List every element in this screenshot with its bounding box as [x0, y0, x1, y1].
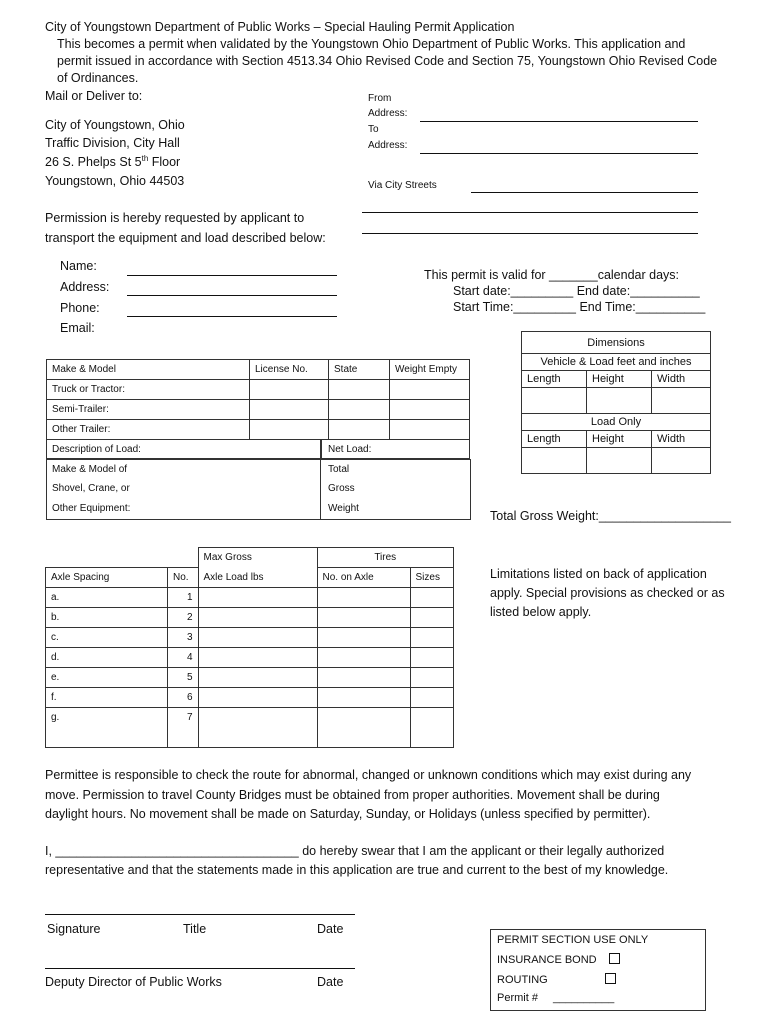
- table-cell[interactable]: [198, 588, 317, 608]
- limitations-line-3: listed below apply.: [490, 605, 592, 619]
- axle-label: d.: [46, 648, 168, 668]
- to-address-line[interactable]: [420, 153, 698, 154]
- signature-label: Signature: [47, 922, 101, 936]
- deputy-label: Deputy Director of Public Works: [45, 975, 222, 989]
- axle-spacing-header: Axle Spacing: [46, 568, 168, 588]
- table-cell[interactable]: [329, 380, 390, 400]
- table-cell[interactable]: [198, 628, 317, 648]
- divider: [320, 439, 321, 459]
- table-cell: [46, 548, 168, 568]
- dim-length-cell[interactable]: [522, 388, 587, 414]
- routing-checkbox[interactable]: [605, 973, 616, 984]
- responsibility-line-2: move. Permission to travel County Bridges must be obtained from proper authorities. Movement shall be during: [45, 788, 660, 802]
- oath-line-2: representative and that the statements made in this application are true and current to the best of my knowledge.: [45, 863, 669, 877]
- table-cell[interactable]: [390, 380, 470, 400]
- axle-number: 3: [168, 628, 199, 648]
- dim-height-cell[interactable]: [587, 388, 652, 414]
- axle-label: e.: [46, 668, 168, 688]
- intro-line-1: This becomes a permit when validated by the Youngstown Ohio Department of Public Works. This application and: [57, 37, 686, 51]
- dim-width-header: Width: [652, 371, 711, 388]
- routing-label: ROUTING: [497, 974, 548, 986]
- mail-address-3-sup: th: [141, 154, 149, 163]
- address-label: Address:: [60, 280, 110, 294]
- description-cell[interactable]: [46, 439, 322, 460]
- table-cell[interactable]: [317, 628, 410, 648]
- validity-days: This permit is valid for _______calendar days:: [424, 268, 679, 282]
- vehicle-row-semi: Semi-Trailer:: [47, 400, 250, 420]
- mail-address-1: City of Youngstown, Ohio: [45, 118, 185, 132]
- table-cell[interactable]: [250, 420, 329, 440]
- limitations-line-2: apply. Special provisions as checked or as: [490, 586, 725, 600]
- max-gross-header: Max Gross: [198, 548, 317, 568]
- mail-label: Mail or Deliver to:: [45, 89, 143, 103]
- vehicle-header-state: State: [329, 360, 390, 380]
- table-row: [46, 588, 454, 608]
- dimensions-title: Dimensions: [522, 332, 711, 354]
- table-row: [46, 668, 454, 688]
- axle-table: [45, 547, 454, 748]
- table-cell[interactable]: [410, 668, 454, 688]
- deputy-signature-line[interactable]: [45, 968, 355, 969]
- to-label: To: [368, 124, 379, 135]
- axle-label: f.: [46, 688, 168, 708]
- dim-width-cell[interactable]: [652, 388, 711, 414]
- axle-load-header: Axle Load lbs: [198, 568, 317, 588]
- table-cell[interactable]: [250, 380, 329, 400]
- page-title: City of Youngstown Department of Public Works – Special Hauling Permit Application: [45, 20, 515, 34]
- table-row: [46, 628, 454, 648]
- gross-label-1: Total: [328, 464, 350, 475]
- name-label: Name:: [60, 259, 97, 273]
- table-row: [46, 688, 454, 708]
- axle-number: 4: [168, 648, 199, 668]
- from-address-label: Address:: [368, 108, 408, 119]
- table-cell[interactable]: [410, 628, 454, 648]
- insurance-bond-row: [497, 953, 620, 966]
- equipment-label-2: Shovel, Crane, or: [52, 483, 130, 494]
- phone-line[interactable]: [127, 316, 337, 317]
- table-cell[interactable]: [250, 400, 329, 420]
- permit-number-row: [497, 992, 614, 1004]
- phone-label: Phone:: [60, 301, 100, 315]
- vehicle-load-label: Vehicle & Load feet and inches: [522, 354, 711, 371]
- to-address-label: Address:: [368, 140, 408, 151]
- table-cell[interactable]: [317, 608, 410, 628]
- responsibility-line-1: Permittee is responsible to check the route for abnormal, changed or unknown conditions which may exist during any: [45, 768, 692, 782]
- dim-length-header: Length: [522, 371, 587, 388]
- equipment-label-1: Make & Model of: [52, 464, 128, 475]
- date-label-1: Date: [317, 922, 344, 936]
- from-label: From: [368, 93, 392, 104]
- validity-dates: Start date:_________ End date:__________: [453, 284, 700, 298]
- table-cell[interactable]: [390, 400, 470, 420]
- table-cell[interactable]: [329, 400, 390, 420]
- table-row: [46, 608, 454, 628]
- mail-address-2: Traffic Division, City Hall: [45, 136, 180, 150]
- table-cell[interactable]: [198, 668, 317, 688]
- net-load-cell: [390, 440, 470, 459]
- insurance-bond-checkbox[interactable]: [609, 953, 620, 964]
- axle-number: 5: [168, 668, 199, 688]
- permit-section-title: PERMIT SECTION USE ONLY: [497, 934, 649, 946]
- responsibility-line-3: daylight hours. No movement shall be made on Saturday, Sunday, or Holidays (unless specified by permitter).: [45, 807, 651, 821]
- oath-line-1: I, ___________________________________ do hereby swear that I am the applicant or their legally authorized: [45, 844, 665, 858]
- routing-row: [497, 973, 616, 986]
- load-length-header: Length: [522, 431, 587, 448]
- email-label: Email:: [60, 321, 95, 335]
- route-line-3[interactable]: [362, 233, 698, 234]
- insurance-bond-label: INSURANCE BOND: [497, 954, 597, 966]
- table-cell[interactable]: [198, 608, 317, 628]
- axle-number: 1: [168, 588, 199, 608]
- table-cell[interactable]: [390, 420, 470, 440]
- signature-line[interactable]: [45, 914, 355, 915]
- permit-number-label: Permit #: [497, 992, 538, 1004]
- permit-number-field[interactable]: __________: [553, 992, 615, 1004]
- mail-address-3: [45, 154, 180, 169]
- table-cell[interactable]: [410, 648, 454, 668]
- table-cell[interactable]: [198, 708, 317, 748]
- validity-times: Start Time:_________ End Time:__________: [453, 300, 706, 314]
- description-label: Description of Load:: [47, 440, 390, 459]
- load-length-cell[interactable]: [522, 448, 587, 474]
- load-width-header: Width: [652, 431, 711, 448]
- intro-line-3: of Ordinances.: [57, 71, 139, 85]
- table-cell[interactable]: [317, 708, 410, 748]
- route-line-2[interactable]: [362, 212, 698, 213]
- table-cell[interactable]: [317, 648, 410, 668]
- axle-no-header: No.: [168, 568, 199, 588]
- load-height-cell[interactable]: [587, 448, 652, 474]
- axle-label: g.: [46, 708, 168, 748]
- from-address-line[interactable]: [420, 121, 698, 122]
- dimensions-table: [521, 331, 711, 474]
- gross-label-2: Gross: [328, 483, 355, 494]
- name-line[interactable]: [127, 275, 337, 276]
- table-cell[interactable]: [317, 668, 410, 688]
- date-label-2: Date: [317, 975, 344, 989]
- permission-line-1: Permission is hereby requested by applicant to: [45, 211, 305, 225]
- table-cell[interactable]: [410, 608, 454, 628]
- table-cell[interactable]: [317, 688, 410, 708]
- mail-address-3-main: 26 S. Phelps St 5: [45, 155, 142, 170]
- table-cell[interactable]: [317, 588, 410, 608]
- title-label: Title: [183, 922, 207, 936]
- table-cell[interactable]: [410, 588, 454, 608]
- vehicle-row-truck: Truck or Tractor:: [47, 380, 250, 400]
- address-line[interactable]: [127, 295, 337, 296]
- table-cell[interactable]: [329, 420, 390, 440]
- axle-number: 7: [168, 708, 199, 748]
- net-load-label: Net Load:: [328, 444, 372, 455]
- table-row: [46, 648, 454, 668]
- axle-number: 6: [168, 688, 199, 708]
- axle-label: b.: [46, 608, 168, 628]
- vehicle-header-make: Make & Model: [47, 360, 250, 380]
- total-gross-weight: Total Gross Weight:___________________: [490, 509, 731, 523]
- tires-on-axle-header: No. on Axle: [317, 568, 410, 588]
- vehicle-header-license: License No.: [250, 360, 329, 380]
- vehicle-header-weight: Weight Empty: [390, 360, 470, 380]
- tires-header: Tires: [317, 548, 454, 568]
- limitations-line-1: Limitations listed on back of application: [490, 567, 707, 581]
- vehicle-row-other: Other Trailer:: [47, 420, 250, 440]
- table-row: [46, 708, 454, 748]
- permission-line-2: transport the equipment and load described below:: [45, 231, 326, 245]
- mail-address-3-end: Floor: [148, 155, 181, 170]
- via-label: Via City Streets: [368, 180, 437, 191]
- load-width-cell[interactable]: [652, 448, 711, 474]
- load-height-header: Height: [587, 431, 652, 448]
- axle-label: a.: [46, 588, 168, 608]
- table-cell[interactable]: [410, 708, 454, 748]
- table-cell[interactable]: [410, 688, 454, 708]
- dim-height-header: Height: [587, 371, 652, 388]
- table-cell[interactable]: [198, 688, 317, 708]
- axle-label: c.: [46, 628, 168, 648]
- load-only-label: Load Only: [522, 414, 711, 431]
- intro-line-2: permit issued in accordance with Section 4513.34 Ohio Revised Code and Section 75, Youngstown Ohio Revised Code: [57, 54, 718, 68]
- gross-label-3: Weight: [328, 503, 359, 514]
- table-cell[interactable]: [198, 648, 317, 668]
- mail-address-4: Youngstown, Ohio 44503: [45, 174, 185, 188]
- equipment-label-3: Other Equipment:: [52, 503, 131, 514]
- axle-number: 2: [168, 608, 199, 628]
- tires-sizes-header: Sizes: [410, 568, 454, 588]
- via-line[interactable]: [471, 192, 698, 193]
- divider: [320, 459, 321, 519]
- table-cell: [168, 548, 199, 568]
